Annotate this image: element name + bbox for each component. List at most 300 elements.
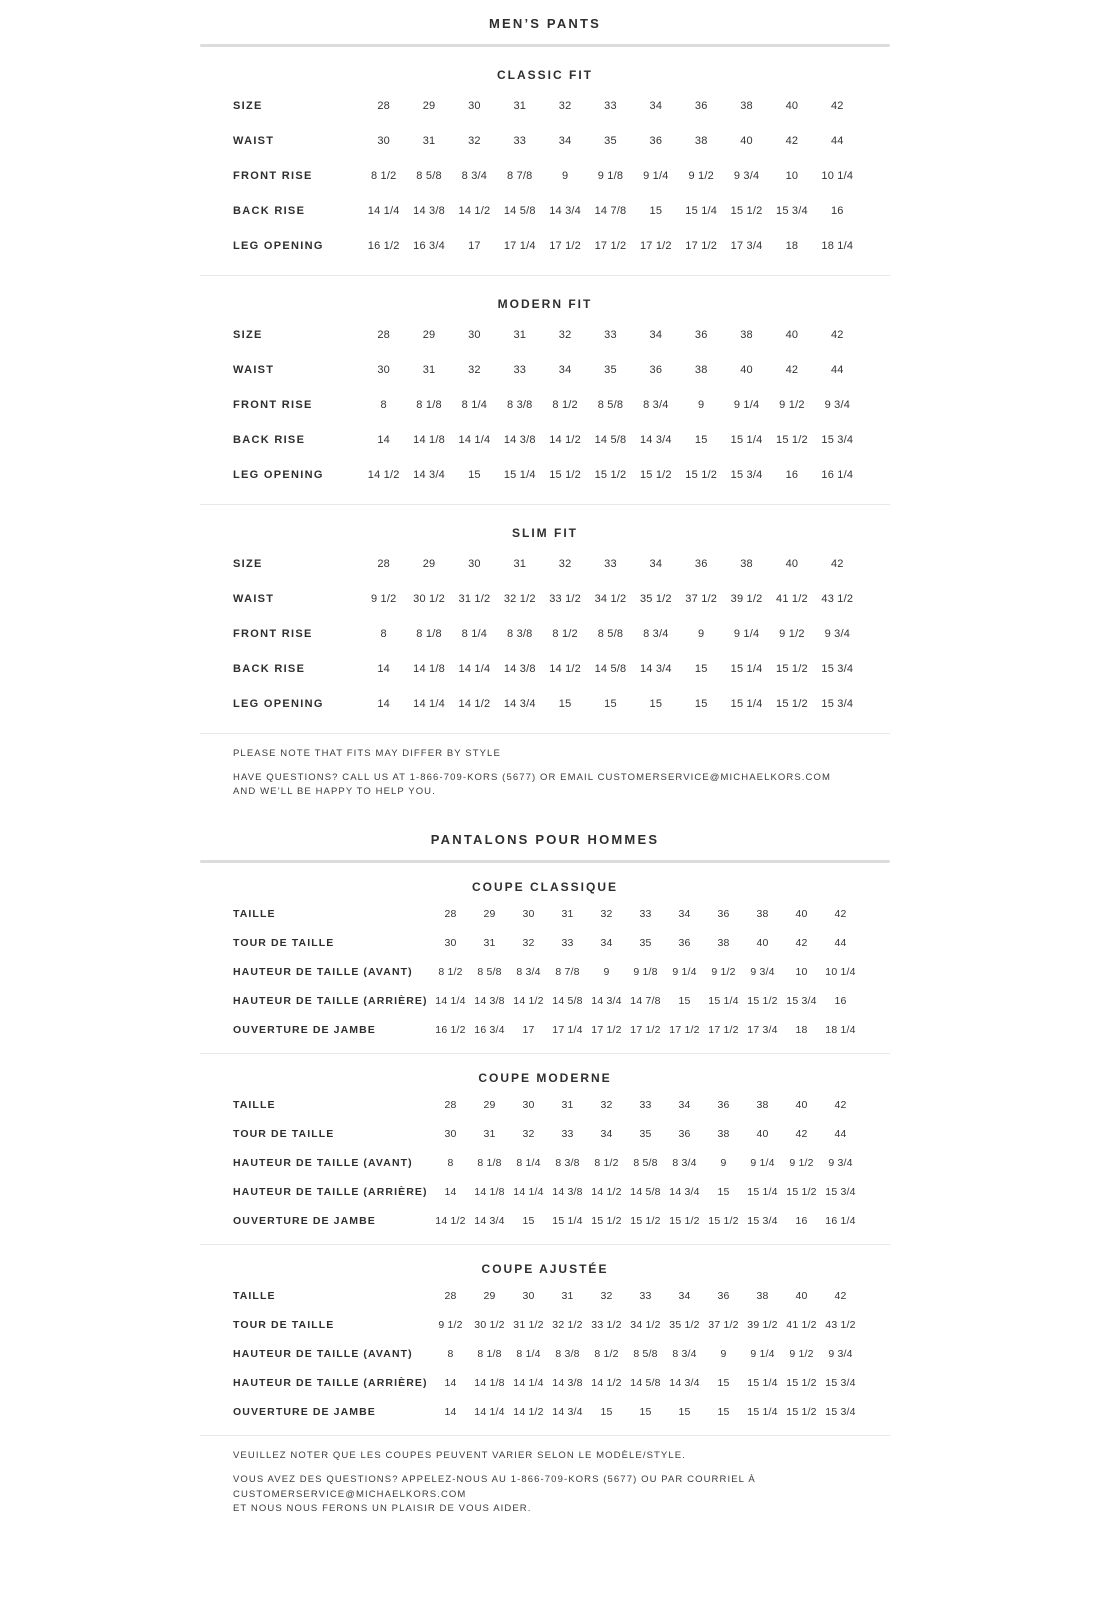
table-row xyxy=(233,88,860,123)
cell-value: 34 xyxy=(649,557,663,570)
table-row xyxy=(233,158,860,193)
cell-value: 17 1/2 xyxy=(639,239,672,252)
cell-value: 8 1/4 xyxy=(461,398,488,411)
cell-value: 38 xyxy=(694,363,708,376)
row-label: BACK RISE xyxy=(233,433,306,446)
cell-value: 33 xyxy=(639,1289,652,1302)
cell-value: 9 1/2 xyxy=(438,1318,463,1331)
cell-value: 15 1/4 xyxy=(747,1376,778,1389)
divider-en xyxy=(200,44,890,47)
cell-value: 39 1/2 xyxy=(730,592,763,605)
table-row xyxy=(233,957,860,986)
cell-value: 40 xyxy=(795,1098,808,1111)
fit-section xyxy=(200,68,890,275)
cell-value: 8 5/8 xyxy=(633,1347,658,1360)
row-label: WAIST xyxy=(233,363,275,376)
cell-value: 38 xyxy=(756,1289,769,1302)
table-row xyxy=(233,1281,860,1310)
cell-value: 15 xyxy=(558,697,572,710)
cell-value: 15 1/2 xyxy=(669,1214,700,1227)
cell-value: 28 xyxy=(444,1098,457,1111)
cell-value: 36 xyxy=(694,99,708,112)
cell-value: 17 1/2 xyxy=(591,1023,622,1036)
size-table xyxy=(233,546,860,721)
cell-value: 9 1/4 xyxy=(733,627,760,640)
cell-value: 40 xyxy=(785,328,799,341)
note-fit-disclaimer-en: PLEASE NOTE THAT FITS MAY DIFFER BY STYLE xyxy=(233,748,501,759)
cell-value: 15 3/4 xyxy=(825,1185,856,1198)
cell-value: 9 1/2 xyxy=(711,965,736,978)
cell-value: 14 xyxy=(377,433,390,446)
cell-value: 38 xyxy=(756,1098,769,1111)
cell-value: 9 1/2 xyxy=(789,1156,814,1169)
cell-value: 9 1/2 xyxy=(779,398,805,411)
cell-value: 29 xyxy=(483,1098,496,1111)
cell-value: 42 xyxy=(834,907,847,920)
cell-value: 33 xyxy=(513,134,527,147)
row-label: OUVERTURE DE JAMBE xyxy=(233,1405,376,1418)
table-row xyxy=(233,123,860,158)
cell-value: 8 1/4 xyxy=(516,1347,541,1360)
cell-value: 42 xyxy=(785,363,799,376)
cell-value: 15 xyxy=(694,662,708,675)
cell-value: 38 xyxy=(717,936,730,949)
row-label: HAUTEUR DE TAILLE (ARRIÈRE) xyxy=(233,1185,428,1198)
cell-value: 14 5/8 xyxy=(552,994,583,1007)
cell-value: 14 3/8 xyxy=(503,662,536,675)
fit-section xyxy=(200,275,890,504)
cell-value: 14 3/8 xyxy=(552,1185,583,1198)
cell-value: 14 5/8 xyxy=(630,1185,661,1198)
cell-value: 8 3/8 xyxy=(555,1347,580,1360)
cell-value: 43 1/2 xyxy=(825,1318,856,1331)
cell-value: 29 xyxy=(483,907,496,920)
cell-value: 28 xyxy=(444,1289,457,1302)
cell-value: 9 xyxy=(698,398,705,411)
cell-value: 44 xyxy=(830,134,844,147)
cell-value: 15 1/4 xyxy=(730,662,763,675)
cell-value: 18 1/4 xyxy=(821,239,854,252)
cell-value: 42 xyxy=(834,1098,847,1111)
cell-value: 15 1/2 xyxy=(776,433,808,446)
cell-value: 8 3/4 xyxy=(516,965,541,978)
row-label: OUVERTURE DE JAMBE xyxy=(233,1214,376,1227)
cell-value: 14 1/4 xyxy=(474,1405,505,1418)
cell-value: 16 3/4 xyxy=(413,239,445,252)
cell-value: 30 xyxy=(522,1098,535,1111)
cell-value: 14 xyxy=(444,1185,457,1198)
cell-value: 9 1/2 xyxy=(688,169,714,182)
cell-value: 9 xyxy=(720,1347,727,1360)
cell-value: 17 1/2 xyxy=(549,239,582,252)
row-label: TOUR DE TAILLE xyxy=(233,1127,335,1140)
table-row xyxy=(233,1397,860,1426)
cell-value: 8 5/8 xyxy=(597,398,624,411)
cell-value: 15 1/4 xyxy=(730,433,763,446)
size-table-wrap xyxy=(200,1281,890,1426)
size-table-wrap xyxy=(200,1090,890,1235)
cell-value: 14 xyxy=(377,662,390,675)
cell-value: 14 1/4 xyxy=(435,994,466,1007)
row-label: SIZE xyxy=(233,99,263,112)
cell-value: 15 xyxy=(468,468,481,481)
cell-value: 10 xyxy=(795,965,808,978)
cell-value: 14 7/8 xyxy=(630,994,661,1007)
row-label: SIZE xyxy=(233,328,263,341)
cell-value: 17 xyxy=(468,239,481,252)
fit-heading: COUPE AJUSTÉE xyxy=(481,1262,609,1277)
cell-value: 8 1/8 xyxy=(477,1156,502,1169)
cell-value: 33 xyxy=(513,363,527,376)
cell-value: 15 1/2 xyxy=(776,697,808,710)
cell-value: 36 xyxy=(649,134,663,147)
table-row xyxy=(233,651,860,686)
cell-value: 31 xyxy=(483,1127,496,1140)
cell-value: 9 xyxy=(561,169,569,182)
cell-value: 29 xyxy=(483,1289,496,1302)
cell-value: 38 xyxy=(756,907,769,920)
table-row xyxy=(233,1206,860,1235)
cell-value: 38 xyxy=(717,1127,730,1140)
note-fit-disclaimer-fr: VEUILLEZ NOTER QUE LES COUPES PEUVENT VARIER SELON LE MODÈLE/STYLE. xyxy=(233,1450,686,1462)
note-contact-en-line2: AND WE’LL BE HAPPY TO HELP YOU. xyxy=(233,786,436,798)
cell-value: 31 xyxy=(422,134,436,147)
table-row xyxy=(233,422,860,457)
cell-value: 15 1/2 xyxy=(730,204,763,217)
cell-value: 15 xyxy=(604,697,617,710)
cell-value: 40 xyxy=(785,99,799,112)
cell-value: 34 xyxy=(558,134,572,147)
note-contact-en-line1: HAVE QUESTIONS? CALL US AT 1-866-709-KORS (5677) OR EMAIL CUSTOMERSERVICE@MICHAELKORS.COM xyxy=(233,771,831,783)
cell-value: 16 1/2 xyxy=(367,239,400,252)
cell-value: 16 1/2 xyxy=(435,1023,466,1036)
size-table-wrap xyxy=(200,317,890,492)
cell-value: 44 xyxy=(834,936,847,949)
row-label: FRONT RISE xyxy=(233,627,313,640)
table-row xyxy=(233,1310,860,1339)
cell-value: 8 1/8 xyxy=(416,627,442,640)
cell-value: 29 xyxy=(422,99,436,112)
cell-value: 9 1/2 xyxy=(789,1347,814,1360)
cell-value: 30 xyxy=(377,134,390,147)
cell-value: 30 xyxy=(522,1289,535,1302)
cell-value: 14 3/4 xyxy=(503,697,536,710)
cell-value: 36 xyxy=(694,328,708,341)
cell-value: 30 xyxy=(468,99,481,112)
row-label: BACK RISE xyxy=(233,204,306,217)
cell-value: 9 xyxy=(603,965,610,978)
table-row xyxy=(233,1015,860,1044)
cell-value: 35 1/2 xyxy=(669,1318,700,1331)
cell-value: 15 1/4 xyxy=(685,204,718,217)
cell-value: 9 xyxy=(720,1156,727,1169)
cell-value: 14 1/4 xyxy=(458,433,491,446)
cell-value: 33 xyxy=(604,328,617,341)
cell-value: 15 1/2 xyxy=(776,662,808,675)
cell-value: 15 1/2 xyxy=(685,468,718,481)
cell-value: 28 xyxy=(377,557,390,570)
cell-value: 30 xyxy=(444,936,457,949)
size-table xyxy=(233,317,860,492)
cell-value: 14 1/4 xyxy=(513,1376,544,1389)
cell-value: 15 xyxy=(639,1405,652,1418)
cell-value: 15 1/2 xyxy=(786,1376,817,1389)
cell-value: 16 xyxy=(785,468,799,481)
cell-value: 14 3/4 xyxy=(669,1376,700,1389)
cell-value: 8 3/8 xyxy=(555,1156,580,1169)
cell-value: 30 xyxy=(468,557,481,570)
cell-value: 28 xyxy=(444,907,457,920)
cell-value: 17 xyxy=(522,1023,535,1036)
fit-heading: MODERN FIT xyxy=(497,297,593,311)
cell-value: 8 5/8 xyxy=(597,627,624,640)
cell-value: 44 xyxy=(830,363,844,376)
cell-value: 42 xyxy=(795,1127,808,1140)
cell-value: 15 xyxy=(678,1405,691,1418)
table-row xyxy=(233,546,860,581)
cell-value: 16 1/4 xyxy=(821,468,854,481)
row-label: TOUR DE TAILLE xyxy=(233,1318,335,1331)
cell-value: 17 3/4 xyxy=(747,1023,778,1036)
cell-value: 15 3/4 xyxy=(821,697,854,710)
size-table xyxy=(233,1090,860,1235)
cell-value: 16 3/4 xyxy=(474,1023,505,1036)
cell-value: 14 5/8 xyxy=(630,1376,661,1389)
cell-value: 38 xyxy=(694,134,708,147)
cell-value: 14 1/2 xyxy=(549,433,582,446)
cell-value: 40 xyxy=(740,134,753,147)
cell-value: 8 xyxy=(380,627,387,640)
cell-value: 18 xyxy=(795,1023,808,1036)
cell-value: 40 xyxy=(795,907,808,920)
cell-value: 14 1/2 xyxy=(367,468,400,481)
cell-value: 8 5/8 xyxy=(633,1156,658,1169)
cell-value: 14 xyxy=(377,697,390,710)
cell-value: 14 1/8 xyxy=(413,433,445,446)
cell-value: 31 xyxy=(561,1098,574,1111)
cell-value: 34 xyxy=(649,328,663,341)
row-label: TAILLE xyxy=(233,1289,276,1302)
size-table-wrap xyxy=(200,88,890,263)
cell-value: 9 3/4 xyxy=(828,1347,853,1360)
cell-value: 8 1/4 xyxy=(516,1156,541,1169)
cell-value: 42 xyxy=(795,936,808,949)
cell-value: 9 1/2 xyxy=(370,592,397,605)
cell-value: 10 1/4 xyxy=(821,169,854,182)
cell-value: 15 3/4 xyxy=(747,1214,778,1227)
cell-value: 9 1/4 xyxy=(733,398,760,411)
cell-value: 31 xyxy=(513,557,527,570)
cell-value: 31 xyxy=(483,936,496,949)
cell-value: 32 xyxy=(600,1098,613,1111)
table-row xyxy=(233,928,860,957)
cell-value: 33 xyxy=(561,1127,574,1140)
row-label: LEG OPENING xyxy=(233,239,324,252)
cell-value: 8 5/8 xyxy=(416,169,442,182)
cell-value: 40 xyxy=(740,363,753,376)
table-row xyxy=(233,193,860,228)
cell-value: 9 1/8 xyxy=(597,169,624,182)
cell-value: 36 xyxy=(678,1127,691,1140)
cell-value: 15 xyxy=(717,1405,730,1418)
cell-value: 33 xyxy=(639,1098,652,1111)
cell-value: 14 1/8 xyxy=(413,662,445,675)
cell-value: 9 1/4 xyxy=(672,965,697,978)
cell-value: 16 xyxy=(830,204,844,217)
cell-value: 15 1/4 xyxy=(503,468,536,481)
cell-value: 15 xyxy=(717,1376,730,1389)
cell-value: 39 1/2 xyxy=(747,1318,778,1331)
cell-value: 16 xyxy=(795,1214,808,1227)
cell-value: 40 xyxy=(795,1289,808,1302)
cell-value: 34 xyxy=(600,936,613,949)
cell-value: 29 xyxy=(422,557,436,570)
cell-value: 8 xyxy=(380,398,387,411)
cell-value: 31 xyxy=(422,363,436,376)
cell-value: 34 xyxy=(678,907,691,920)
cell-value: 14 3/4 xyxy=(669,1185,700,1198)
cell-value: 15 xyxy=(717,1185,730,1198)
cell-value: 32 xyxy=(468,363,481,376)
cell-value: 15 1/2 xyxy=(639,468,672,481)
divider-fr xyxy=(200,860,890,863)
cell-value: 8 5/8 xyxy=(477,965,502,978)
cell-value: 38 xyxy=(740,328,753,341)
cell-value: 14 3/4 xyxy=(552,1405,583,1418)
table-row xyxy=(233,1119,860,1148)
cell-value: 35 xyxy=(639,936,652,949)
cell-value: 14 3/4 xyxy=(413,468,445,481)
cell-value: 15 xyxy=(600,1405,613,1418)
cell-value: 9 1/2 xyxy=(779,627,805,640)
cell-value: 15 1/2 xyxy=(786,1405,817,1418)
fit-tables-en xyxy=(200,68,890,733)
size-table xyxy=(233,899,860,1044)
cell-value: 32 xyxy=(600,907,613,920)
note-contact-en xyxy=(233,771,860,800)
fit-tables-fr xyxy=(200,880,890,1435)
cell-value: 14 1/4 xyxy=(513,1185,544,1198)
cell-value: 34 xyxy=(558,363,572,376)
row-label: FRONT RISE xyxy=(233,169,313,182)
cell-value: 32 xyxy=(522,1127,535,1140)
table-row xyxy=(233,1090,860,1119)
cell-value: 8 1/4 xyxy=(461,627,488,640)
fit-heading: SLIM FIT xyxy=(512,526,578,540)
table-row xyxy=(233,387,860,422)
cell-value: 16 1/4 xyxy=(825,1214,856,1227)
cell-value: 15 1/2 xyxy=(591,1214,622,1227)
table-row xyxy=(233,616,860,651)
cell-value: 31 xyxy=(561,907,574,920)
cell-value: 15 3/4 xyxy=(821,662,854,675)
cell-value: 15 xyxy=(522,1214,535,1227)
cell-value: 14 3/8 xyxy=(503,433,536,446)
cell-value: 33 1/2 xyxy=(591,1318,622,1331)
cell-value: 8 3/4 xyxy=(643,398,669,411)
cell-value: 9 1/4 xyxy=(643,169,669,182)
cell-value: 34 xyxy=(649,99,663,112)
cell-value: 9 3/4 xyxy=(824,627,851,640)
cell-value: 31 1/2 xyxy=(458,592,491,605)
cell-value: 31 xyxy=(513,99,527,112)
fit-heading: CLASSIC FIT xyxy=(497,68,593,82)
cell-value: 41 1/2 xyxy=(786,1318,817,1331)
cell-value: 32 xyxy=(600,1289,613,1302)
cell-value: 14 5/8 xyxy=(594,662,627,675)
cell-value: 9 3/4 xyxy=(733,169,760,182)
cell-value: 32 xyxy=(558,99,572,112)
cell-value: 14 1/2 xyxy=(513,994,544,1007)
cell-value: 28 xyxy=(377,99,390,112)
cell-value: 14 7/8 xyxy=(594,204,627,217)
cell-value: 15 xyxy=(694,697,708,710)
cell-value: 9 3/4 xyxy=(824,398,851,411)
cell-value: 17 3/4 xyxy=(730,239,763,252)
cell-value: 32 1/2 xyxy=(503,592,536,605)
cell-value: 15 1/4 xyxy=(730,697,763,710)
cell-value: 36 xyxy=(678,936,691,949)
row-label: FRONT RISE xyxy=(233,398,313,411)
cell-value: 8 3/8 xyxy=(507,398,533,411)
page-title-en: MEN’S PANTS xyxy=(488,16,602,31)
cell-value: 33 xyxy=(639,907,652,920)
cell-value: 30 xyxy=(444,1127,457,1140)
fit-heading: COUPE MODERNE xyxy=(478,1071,612,1086)
notes-en xyxy=(200,733,890,814)
cell-value: 14 1/4 xyxy=(413,697,445,710)
cell-value: 14 5/8 xyxy=(594,433,627,446)
cell-value: 15 1/2 xyxy=(630,1214,661,1227)
table-row xyxy=(233,317,860,352)
cell-value: 36 xyxy=(717,907,730,920)
cell-value: 10 xyxy=(785,169,799,182)
cell-value: 36 xyxy=(717,1289,730,1302)
cell-value: 32 xyxy=(558,328,572,341)
cell-value: 14 3/4 xyxy=(474,1214,505,1227)
cell-value: 15 1/4 xyxy=(552,1214,583,1227)
cell-value: 8 1/2 xyxy=(370,169,397,182)
cell-value: 8 1/2 xyxy=(594,1347,619,1360)
cell-value: 14 3/8 xyxy=(474,994,505,1007)
cell-value: 31 xyxy=(513,328,527,341)
cell-value: 8 1/2 xyxy=(438,965,463,978)
cell-value: 42 xyxy=(785,134,799,147)
cell-value: 15 3/4 xyxy=(821,433,854,446)
notes-fr xyxy=(200,1435,890,1531)
cell-value: 9 1/4 xyxy=(750,1347,775,1360)
cell-value: 30 1/2 xyxy=(474,1318,505,1331)
row-label: BACK RISE xyxy=(233,662,306,675)
cell-value: 34 xyxy=(600,1127,613,1140)
cell-value: 9 xyxy=(698,627,705,640)
cell-value: 14 1/2 xyxy=(458,697,491,710)
cell-value: 14 1/4 xyxy=(367,204,400,217)
size-table-wrap xyxy=(200,899,890,1044)
cell-value: 14 1/2 xyxy=(435,1214,466,1227)
cell-value: 8 1/8 xyxy=(416,398,442,411)
cell-value: 35 xyxy=(604,363,617,376)
cell-value: 15 3/4 xyxy=(825,1376,856,1389)
table-row xyxy=(233,1368,860,1397)
cell-value: 34 xyxy=(678,1289,691,1302)
cell-value: 9 1/8 xyxy=(633,965,658,978)
fit-section xyxy=(200,1053,890,1244)
cell-value: 17 1/2 xyxy=(708,1023,739,1036)
cell-value: 8 3/4 xyxy=(672,1347,697,1360)
size-chart-content xyxy=(200,16,890,1531)
cell-value: 15 1/2 xyxy=(594,468,627,481)
